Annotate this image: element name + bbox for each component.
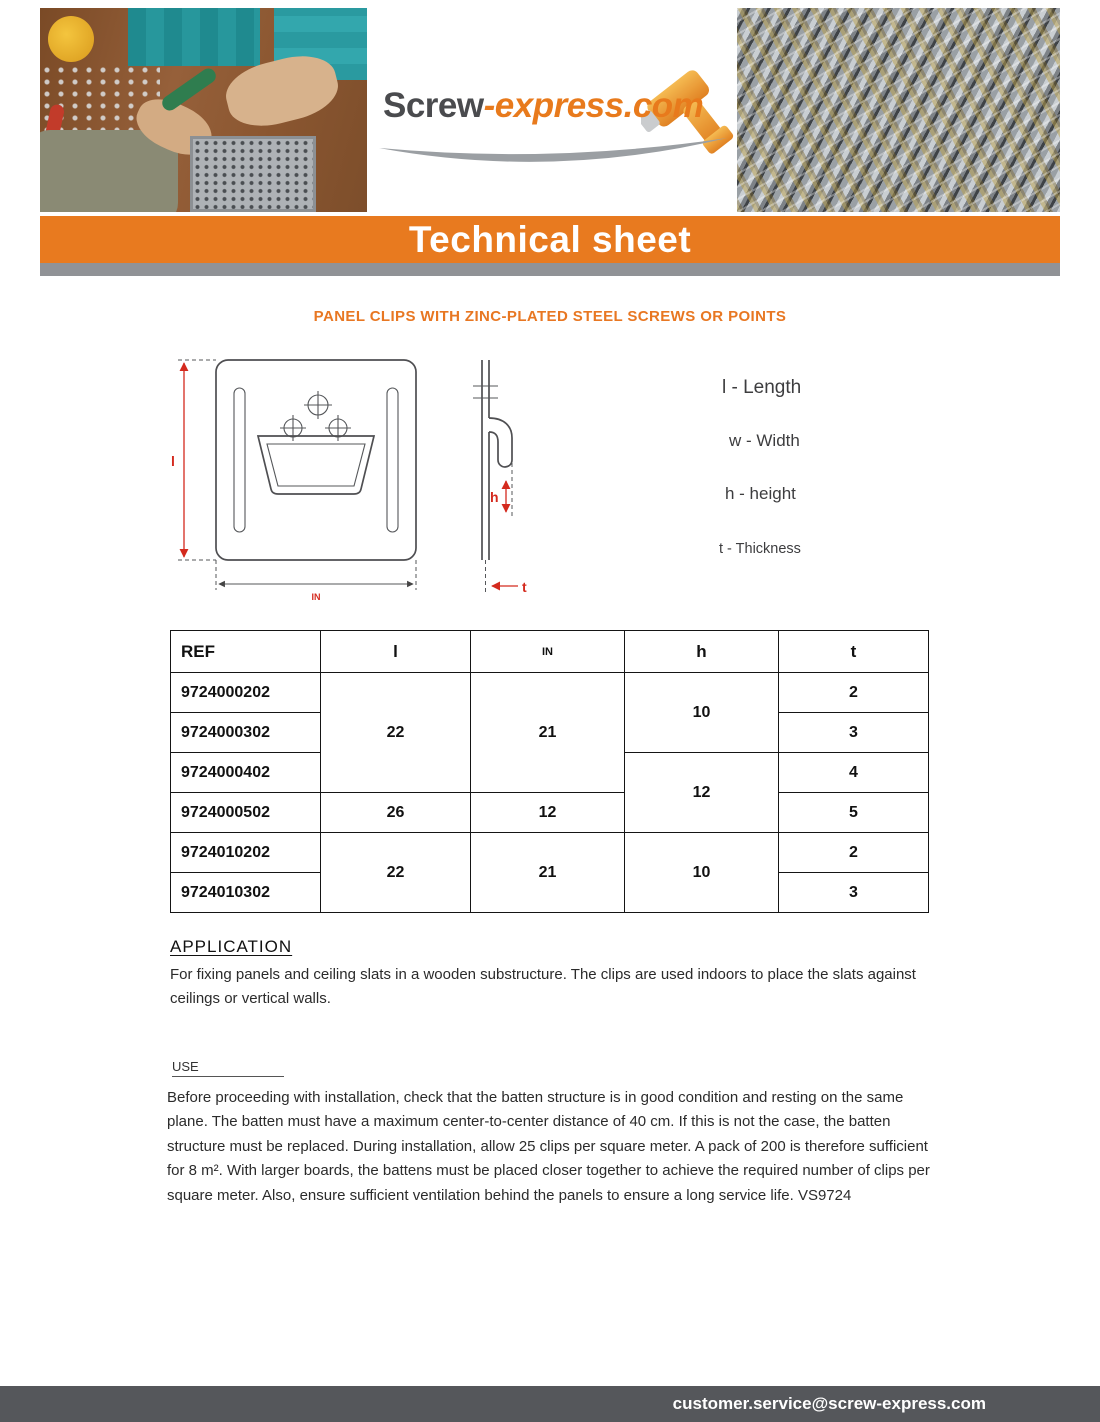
screw-hole-icon (280, 415, 306, 441)
application-heading: APPLICATION (170, 937, 293, 956)
col-header-ref: REF (171, 631, 321, 673)
dim-label-h: h (490, 489, 499, 505)
table-header-row (171, 631, 929, 673)
in-cell: 12 (471, 793, 625, 833)
l-cell: 22 (321, 673, 471, 793)
col-header-in: IN (471, 631, 625, 673)
logo-text (383, 86, 703, 126)
photo-layer (737, 8, 1060, 212)
screw-hole-icon (325, 415, 351, 441)
workbench-photo (40, 8, 367, 212)
logo (367, 8, 737, 212)
legend-thickness: t - Thickness (719, 541, 801, 557)
ref-cell: 9724010302 (171, 873, 321, 913)
ref-cell: 9724000402 (171, 753, 321, 793)
t-cell: 5 (779, 793, 929, 833)
banner-shadow-bar (40, 263, 1060, 276)
in-cell: 21 (471, 673, 625, 793)
t-cell: 3 (779, 713, 929, 753)
sheet-title: PANEL CLIPS WITH ZINC-PLATED STEEL SCREWS OR POINTS (313, 308, 787, 325)
col-header-l: l (321, 631, 471, 673)
legend-width: w - Width (729, 431, 800, 450)
spec-table (170, 630, 929, 913)
organizer-box-icon (128, 8, 260, 66)
t-cell: 2 (779, 673, 929, 713)
pliers-icon (159, 66, 218, 114)
t-cell: 4 (779, 753, 929, 793)
ref-cell: 9724000302 (171, 713, 321, 753)
h-cell: 12 (625, 753, 779, 833)
logo-swoosh-icon (373, 134, 733, 172)
use-heading: USE (172, 1059, 284, 1077)
ref-cell: 9724000202 (171, 673, 321, 713)
banner (40, 216, 1060, 263)
h-cell: 10 (625, 673, 779, 753)
t-cell: 2 (779, 833, 929, 873)
screws-pile-photo (737, 8, 1060, 212)
logo-part-screw: Screw (383, 86, 484, 125)
side-view (473, 360, 527, 595)
dim-label-t: t (522, 579, 527, 595)
front-view (171, 360, 416, 602)
dim-label-in: IN (311, 592, 321, 602)
table-row (171, 673, 929, 713)
table-row (171, 833, 929, 873)
ref-cell: 9724010202 (171, 833, 321, 873)
ref-cell: 9724000502 (171, 793, 321, 833)
l-cell: 26 (321, 793, 471, 833)
banner-title: Technical sheet (408, 219, 692, 260)
screw-tray-icon (190, 136, 316, 212)
t-cell: 3 (779, 873, 929, 913)
footer-bar (0, 1386, 1100, 1422)
screw-hole-icon (304, 391, 332, 419)
legend-length: l - Length (722, 377, 802, 398)
logo-part-express: -express.com (483, 86, 704, 125)
col-header-t: t (779, 631, 929, 673)
table-row (171, 793, 929, 833)
col-header-h: h (625, 631, 779, 673)
dim-label-l: l (171, 453, 175, 469)
in-cell: 21 (471, 833, 625, 913)
l-cell: 22 (321, 833, 471, 913)
h-cell: 10 (625, 833, 779, 913)
legend-height: h - height (725, 484, 796, 503)
tape-measure-icon (48, 16, 94, 62)
clip-technical-drawing (170, 348, 730, 626)
use-text: Before proceeding with installation, check that the batten structure is in good condition and resting on the same plane. The batten must have a maximum center-to-center distance of 40 cm. If this is not the case, the batten structure must be replaced. During installation, allow 25 clips per square meter. A pack of 200 is therefore sufficient for 8 m². With larger boards, the battens must be placed closer together to achieve the required number of clips per square meter. Also, ensure sufficient ventilation behind the panels to ensure a long service life. VS9724 (167, 1089, 930, 1204)
application-text: For fixing panels and ceiling slats in a wooden substructure. The clips are used indoors to place the slats against ceilings or vertical walls. (170, 966, 916, 1007)
footer-email: customer.service@screw-express.com (672, 1394, 986, 1413)
